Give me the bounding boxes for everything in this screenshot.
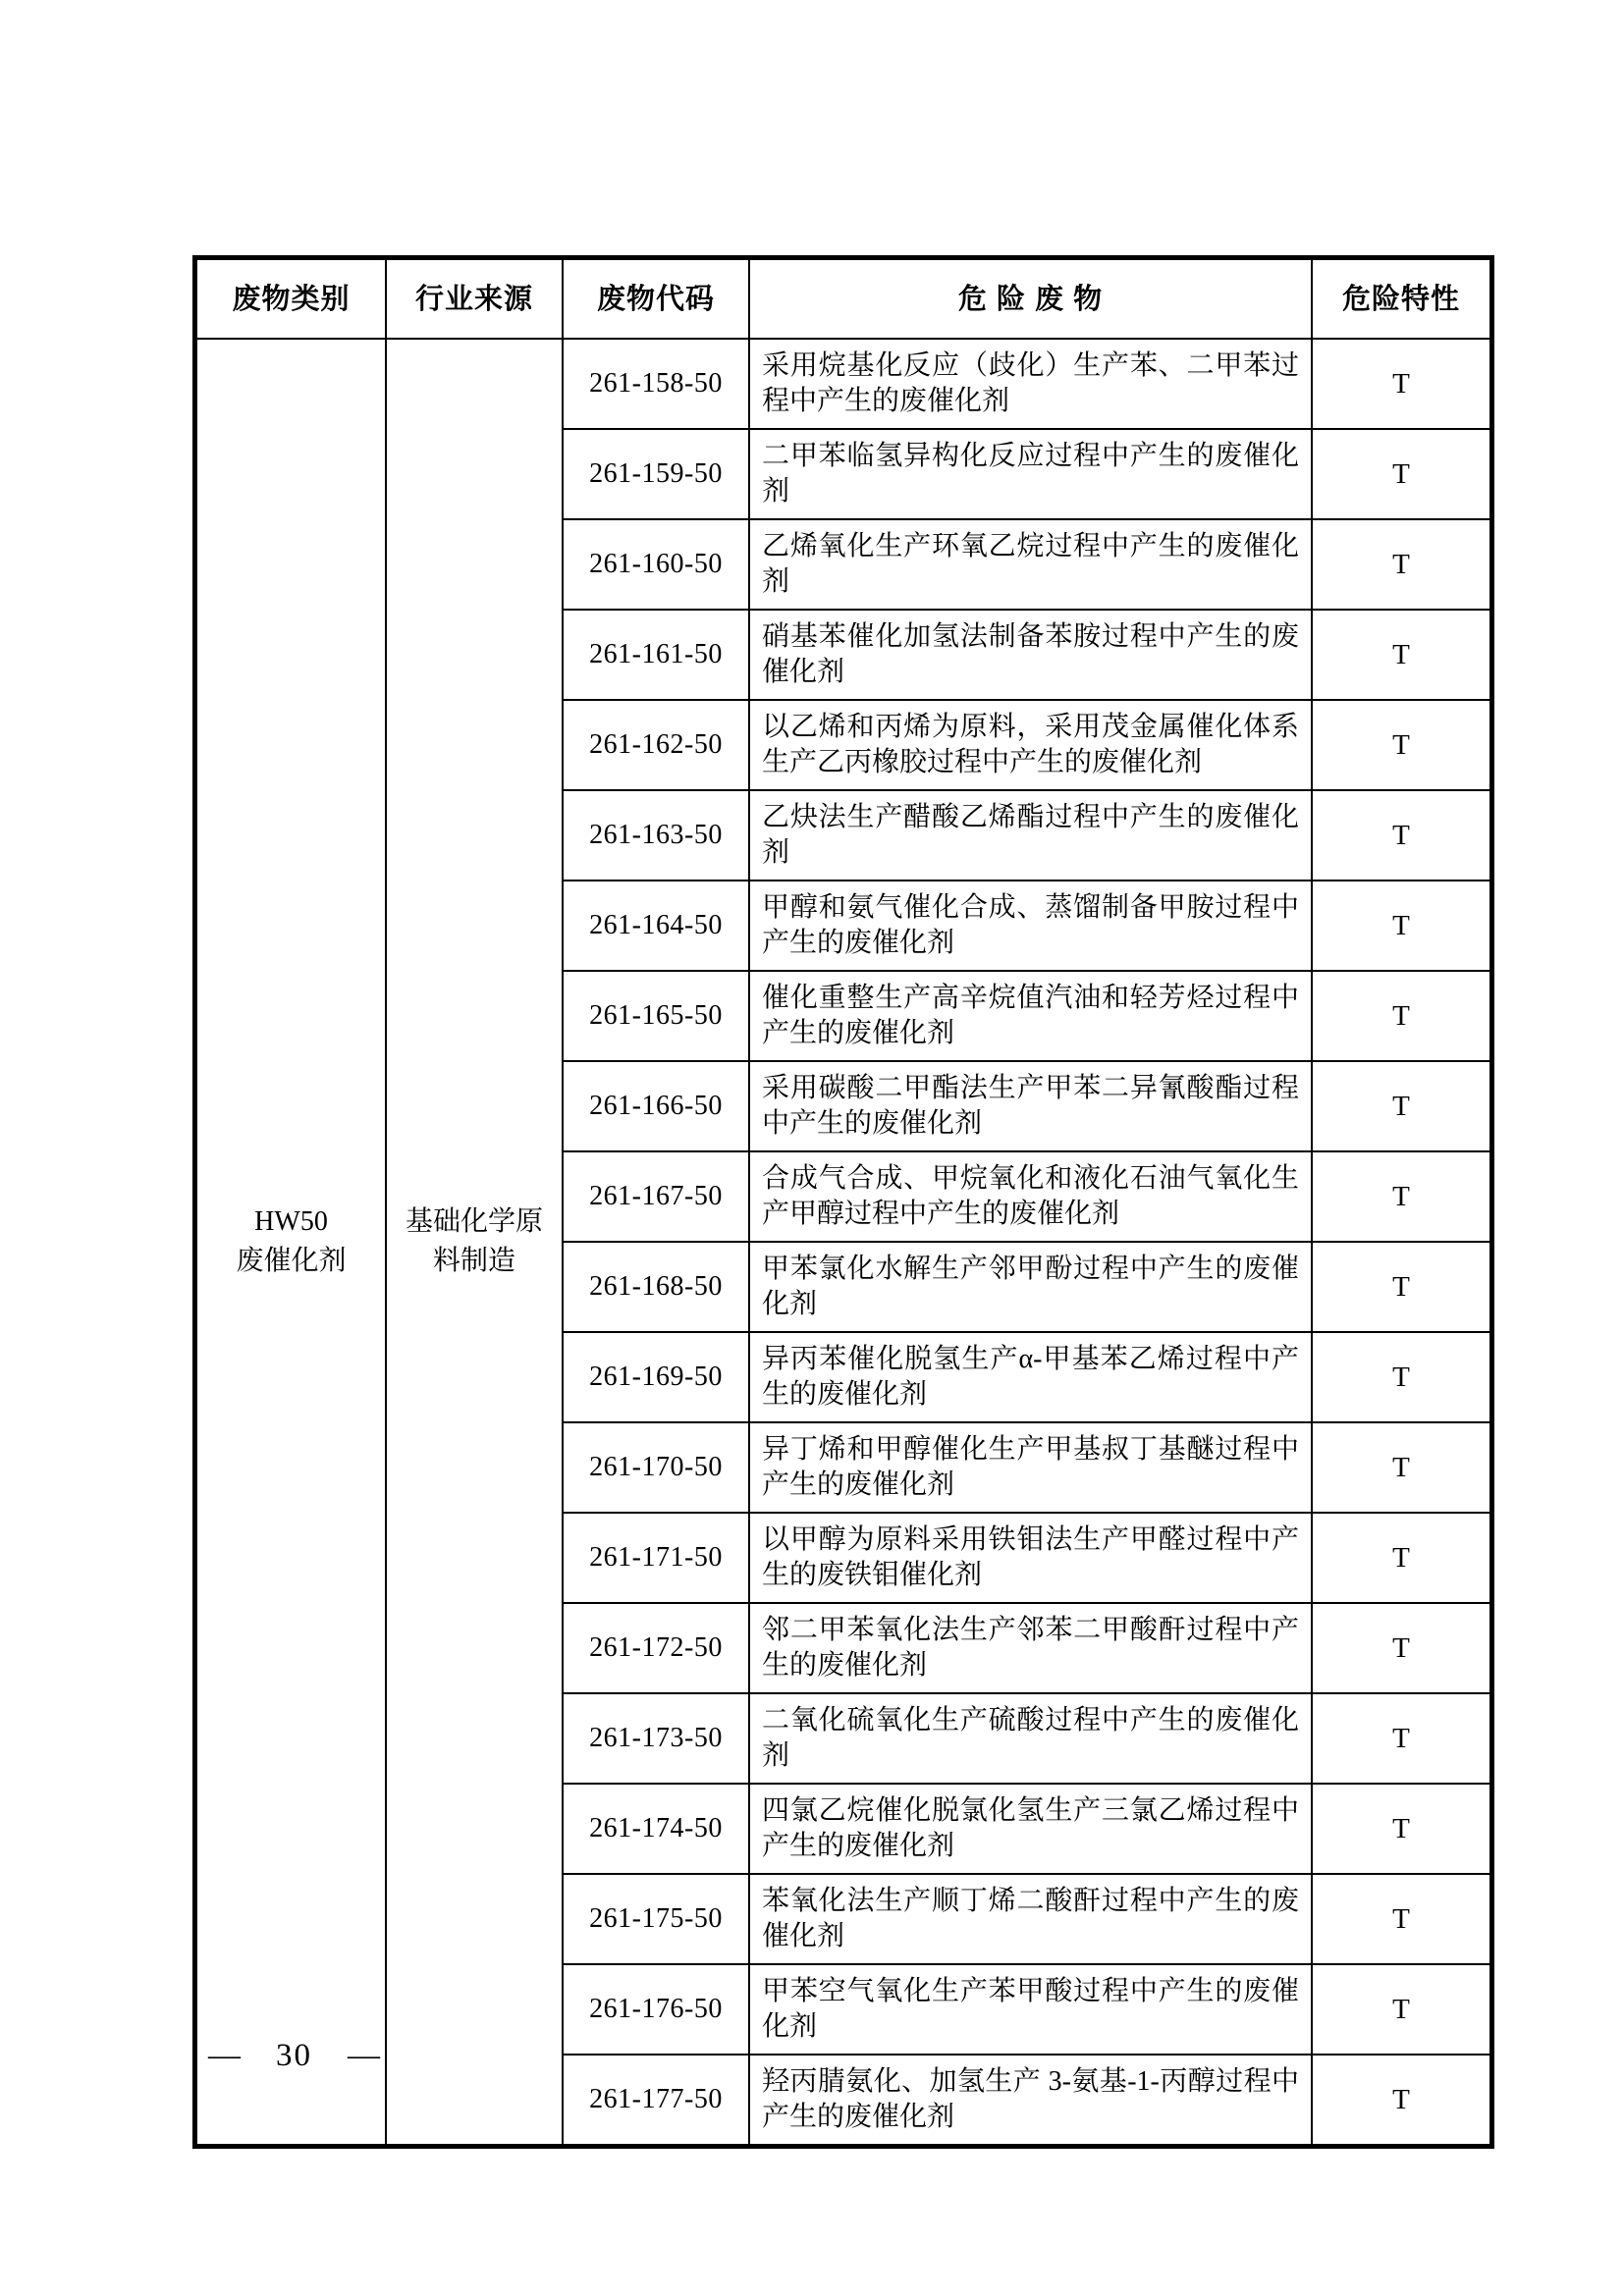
hazard-property-cell: T	[1313, 881, 1489, 972]
hazardous-waste-cell: 乙烯氧化生产环氧乙烷过程中产生的废催化剂	[750, 520, 1313, 611]
waste-category-code: HW50	[254, 1206, 328, 1237]
hazardous-waste-cell: 苯氧化法生产顺丁烯二酸酐过程中产生的废催化剂	[750, 1875, 1313, 1965]
hazard-property-cell: T	[1313, 1785, 1489, 1875]
hazardous-waste-cell: 乙炔法生产醋酸乙烯酯过程中产生的废催化剂	[750, 791, 1313, 881]
hazard-property-cell: T	[1313, 701, 1489, 791]
page-number: 30	[276, 2038, 312, 2073]
hazardous-waste-cell: 合成气合成、甲烷氧化和液化石油气氧化生产甲醇过程中产生的废催化剂	[750, 1152, 1313, 1243]
hazard-property-cell: T	[1313, 972, 1489, 1062]
footer-left-dash: —	[208, 2038, 241, 2073]
header-waste-code: 废物代码	[564, 260, 750, 340]
hazard-property-cell: T	[1313, 791, 1489, 881]
hazardous-waste-cell: 二氧化硫氧化生产硫酸过程中产生的废催化剂	[750, 1694, 1313, 1785]
hazard-property-cell: T	[1313, 1152, 1489, 1243]
hazardous-waste-cell: 以乙烯和丙烯为原料，采用茂金属催化体系生产乙丙橡胶过程中产生的废催化剂	[750, 701, 1313, 791]
waste-code-cell: 261-174-50	[564, 1785, 750, 1875]
hazard-property-cell: T	[1313, 1243, 1489, 1333]
waste-code-cell: 261-164-50	[564, 881, 750, 972]
waste-code-cell: 261-163-50	[564, 791, 750, 881]
header-industry-source: 行业来源	[387, 260, 564, 340]
hazardous-waste-cell: 催化重整生产高辛烷值汽油和轻芳烃过程中产生的废催化剂	[750, 972, 1313, 1062]
hazard-property-cell: T	[1313, 1514, 1489, 1604]
waste-code-cell: 261-165-50	[564, 972, 750, 1062]
industry-source-cell: 基础化学原料制造	[387, 340, 564, 2144]
hazardous-waste-cell: 二甲苯临氢异构化反应过程中产生的废催化剂	[750, 430, 1313, 520]
waste-category-name: 废催化剂	[236, 1246, 347, 1276]
waste-code-cell: 261-170-50	[564, 1423, 750, 1514]
hazard-property-cell: T	[1313, 520, 1489, 611]
hazardous-waste-cell: 邻二甲苯氧化法生产邻苯二甲酸酐过程中产生的废催化剂	[750, 1604, 1313, 1694]
hazard-property-cell: T	[1392, 2084, 1410, 2115]
hazard-property-cell: T	[1313, 1333, 1489, 1423]
hazardous-waste-cell: 甲苯氯化水解生产邻甲酚过程中产生的废催化剂	[750, 1243, 1313, 1333]
waste-code-cell: 261-175-50	[564, 1875, 750, 1965]
waste-code-cell: 261-159-50	[564, 430, 750, 520]
header-hazardous-waste: 危 险 废 物	[750, 260, 1313, 340]
waste-code-cell: 261-158-50	[564, 340, 750, 430]
hazard-property-cell: T	[1313, 1965, 1489, 2056]
hazardous-waste-cell: 甲苯空气氧化生产苯甲酸过程中产生的废催化剂	[750, 1965, 1313, 2056]
waste-code-cell: 261-162-50	[564, 701, 750, 791]
hazard-property-cell: T	[1313, 1423, 1489, 1514]
hazard-property-cell: T	[1313, 1604, 1489, 1694]
waste-code-cell: 261-169-50	[564, 1333, 750, 1423]
hazardous-waste-cell: 采用碳酸二甲酯法生产甲苯二异氰酸酯过程中产生的废催化剂	[750, 1062, 1313, 1152]
hazard-property-cell: T	[1313, 1062, 1489, 1152]
hazardous-waste-cell: 以甲醇为原料采用铁钼法生产甲醛过程中产生的废铁钼催化剂	[750, 1514, 1313, 1604]
hazardous-waste-cell: 异丁烯和甲醇催化生产甲基叔丁基醚过程中产生的废催化剂	[750, 1423, 1313, 1514]
waste-category-cell	[197, 340, 387, 2144]
hazardous-waste-cell: 羟丙腈氨化、加氢生产 3-氨基-1-丙醇过程中产生的废催化剂	[750, 2056, 1313, 2144]
hazardous-waste-table	[192, 255, 1494, 2149]
hazard-property-cell: T	[1313, 1694, 1489, 1785]
page-footer	[208, 2038, 380, 2074]
waste-code-cell: 261-160-50	[564, 520, 750, 611]
waste-code-cell: 261-168-50	[564, 1243, 750, 1333]
hazard-property-cell: T	[1313, 611, 1489, 701]
waste-code-cell: 261-173-50	[564, 1694, 750, 1785]
footer-right-dash: —	[348, 2038, 380, 2073]
waste-code-cell: 261-177-50	[564, 2056, 750, 2144]
hazardous-waste-cell: 硝基苯催化加氢法制备苯胺过程中产生的废催化剂	[750, 611, 1313, 701]
waste-code-cell: 261-161-50	[564, 611, 750, 701]
hazardous-waste-cell: 甲醇和氨气催化合成、蒸馏制备甲胺过程中产生的废催化剂	[750, 881, 1313, 972]
hazard-property-cell: T	[1313, 430, 1489, 520]
hazardous-waste-cell: 异丙苯催化脱氢生产α-甲基苯乙烯过程中产生的废催化剂	[750, 1333, 1313, 1423]
header-waste-category: 废物类别	[197, 260, 387, 340]
hazardous-waste-cell: 四氯乙烷催化脱氯化氢生产三氯乙烯过程中产生的废催化剂	[750, 1785, 1313, 1875]
waste-code-cell: 261-166-50	[564, 1062, 750, 1152]
waste-code-cell: 261-167-50	[564, 1152, 750, 1243]
waste-code-cell: 261-171-50	[564, 1514, 750, 1604]
hazard-property-cell: T	[1313, 1875, 1489, 1965]
hazardous-waste-cell: 采用烷基化反应（歧化）生产苯、二甲苯过程中产生的废催化剂	[750, 340, 1313, 430]
header-hazard-property: 危险特性	[1313, 260, 1489, 340]
waste-code-cell: 261-172-50	[564, 1604, 750, 1694]
hazard-property-cell: T	[1313, 340, 1489, 430]
waste-code-cell: 261-176-50	[564, 1965, 750, 2056]
